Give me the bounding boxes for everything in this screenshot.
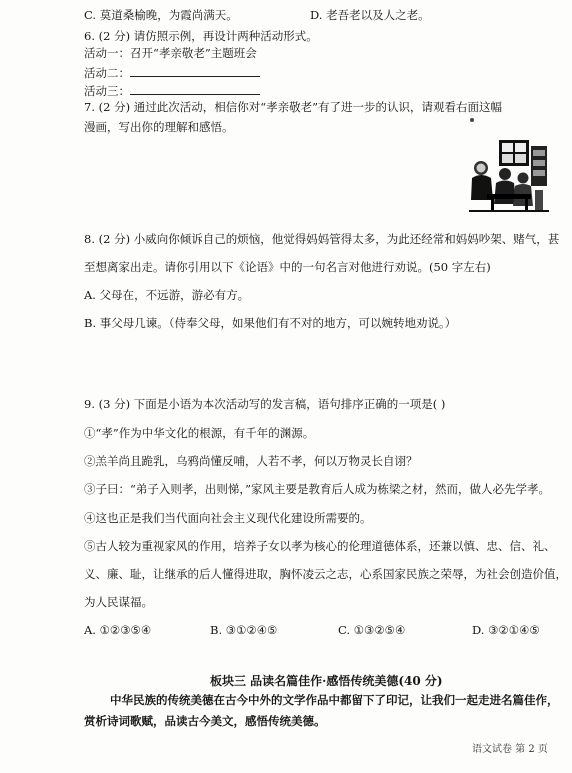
q6-activity3-blank[interactable] xyxy=(130,83,260,95)
q5-option-d: D. 老吾老以及人之老。 xyxy=(310,8,430,22)
q9-sentence-4: ④这也正是我们当代面向社会主义现代化建设所需要的。 xyxy=(84,511,372,525)
q9-sentence-5-line2: 义、廉、耻，让继承的后人懂得进取，胸怀凌云之志，心系国家民族之荣辱，为社会创造价值， xyxy=(84,567,567,581)
section3-intro-line2: 赏析诗词歌赋，品读古今美文，感悟传统美德。 xyxy=(84,714,326,728)
q7-line1: 7. (2 分) 通过此次活动，相信你对“孝亲敬老”有了进一步的认识，请观看右面这幅 xyxy=(84,100,502,114)
q6-example: 活动一：召开“孝亲敬老”主题班会 xyxy=(84,46,257,60)
q9-option-a: A. ①②③⑤④ xyxy=(84,623,152,637)
q6-activity3 xyxy=(84,83,260,99)
q6-activity2-blank[interactable] xyxy=(130,65,260,77)
section3-intro-line1: 中华民族的传统美德在古今中外的文学作品中都留下了印记，让我们一起走进名篇佳作， xyxy=(110,693,559,707)
q9-sentence-5-line3: 为人民谋福。 xyxy=(84,595,153,609)
q9-sentence-3: ③子曰：“弟子入则孝，出则悌，”家风主要是教育后人成为栋梁之材，然而，做人必先学孝。 xyxy=(84,482,551,496)
q6-activity2 xyxy=(84,65,260,81)
page-footer: 语文试卷 第 2 页 xyxy=(472,744,548,755)
q8-line1: 8. (2 分) 小威向你倾诉自己的烦恼，他觉得妈妈管得太多，为此还经常和妈妈吵架、赌气，甚 xyxy=(84,232,560,246)
q9-option-c: C. ①③②⑤④ xyxy=(338,623,406,637)
q6-activity3-label: 活动三： xyxy=(84,84,130,98)
section3-title: 板块三 品读名篇佳作·感悟传统美德(40 分) xyxy=(210,674,443,688)
q6-activity2-label: 活动二： xyxy=(84,66,130,80)
q9-option-d: D. ③②①④⑤ xyxy=(472,623,540,637)
q9-stem: 9. (3 分) 下面是小语为本次活动写的发言稿，语句排序正确的一项是( ) xyxy=(84,397,446,411)
q8-option-b: B. 事父母几谏。（侍奉父母，如果他们有不对的地方，可以婉转地劝说。） xyxy=(84,316,457,330)
family-cartoon-icon xyxy=(469,138,549,213)
scan-dot xyxy=(470,118,474,122)
q9-sentence-5-line1: ⑤古人较为重视家风的作用，培养子女以孝为核心的伦理道德体系，还兼以慎、忠、信、礼、 xyxy=(84,539,556,553)
q9-option-b: B. ③①②④⑤ xyxy=(210,623,278,637)
q9-sentence-1: ①“孝”作为中华文化的根源，有千年的渊源。 xyxy=(84,426,315,440)
q5-option-c: C. 莫道桑榆晚，为霞尚满天。 xyxy=(84,8,238,22)
q8-line2: 至想离家出走。请你引用以下《论语》中的一句名言对他进行劝说。(50 字左右) xyxy=(84,260,491,274)
q9-sentence-2: ②羔羊尚且跪乳，乌鸦尚懂反哺，人若不孝，何以万物灵长自诩？ xyxy=(84,454,418,468)
q8-option-a: A. 父母在，不远游，游必有方。 xyxy=(84,288,250,302)
q6-stem: 6. (2 分) 请仿照示例，再设计两种活动形式。 xyxy=(84,29,318,43)
q7-line2: 漫画，写出你的理解和感悟。 xyxy=(84,120,234,134)
